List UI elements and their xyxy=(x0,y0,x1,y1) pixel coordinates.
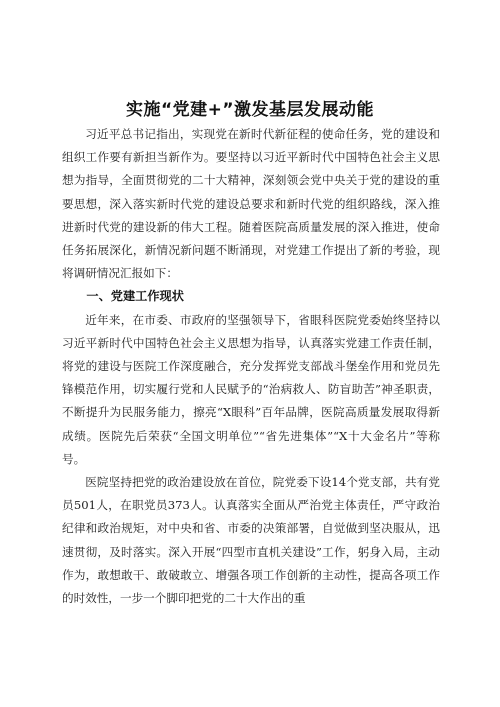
section-heading: 一、党建工作现状 xyxy=(86,289,184,304)
document-title: 实施“党建+”激发基层发展动能 xyxy=(125,100,375,120)
document-body xyxy=(62,123,440,610)
intro-paragraph: 习近平总书记指出，实现党在新时代新征程的使命任务，党的建设和组织工作要有新担当新作为。要坚持以习近平新时代中国特色社会主义思想为指导，全面贯彻党的二十大精神，深刻领会党中央关于党的建设的重要思想，深入落实新时代党的建设总要求和新时代党的组织路线，深入推进新时代党的建设新的伟大工程。随着医院高质量发展的深入推进，使命任务拓展深化，新情况新问题不断涌现，对党建工作提出了新的考验，现将调研情况汇报如下： xyxy=(62,127,440,281)
section-paragraph: 医院坚持把党的政治建设放在首位，院党委下设14个党支部，共有党员501人，在职党员373人。认真落实全面从严治党主体责任，严守政治纪律和政治规矩，对中央和省、市委的决策部署，自觉做到坚决服从，迅速贯彻，及时落实。深入开展“四型市直机关建设”工作，躬身入局，主动作为，敢想敢干、敢破敢立、增强各项工作创新的主动性，提高各项工作的时效性，一步一个脚印把党的二十大作出的重 xyxy=(62,475,440,606)
section-paragraph: 近年来，在市委、市政府的坚强领导下，省眼科医院党委始终坚持以习近平新时代中国特色社会主义思想为指导，认真落实党建工作责任制，将党的建设与医院工作深度融合，充分发挥党支部战斗堡垒作用和党员先锋模范作用，切实履行党和人民赋予的“治病救人、防盲助苦”神圣职责，不断提升为民服务能力，擦亮“X眼科”百年品牌，医院高质量发展取得新成绩。医院先后荣获“全国文明单位”“省先进集体”“X十大金名片”等称号。 xyxy=(62,312,440,466)
